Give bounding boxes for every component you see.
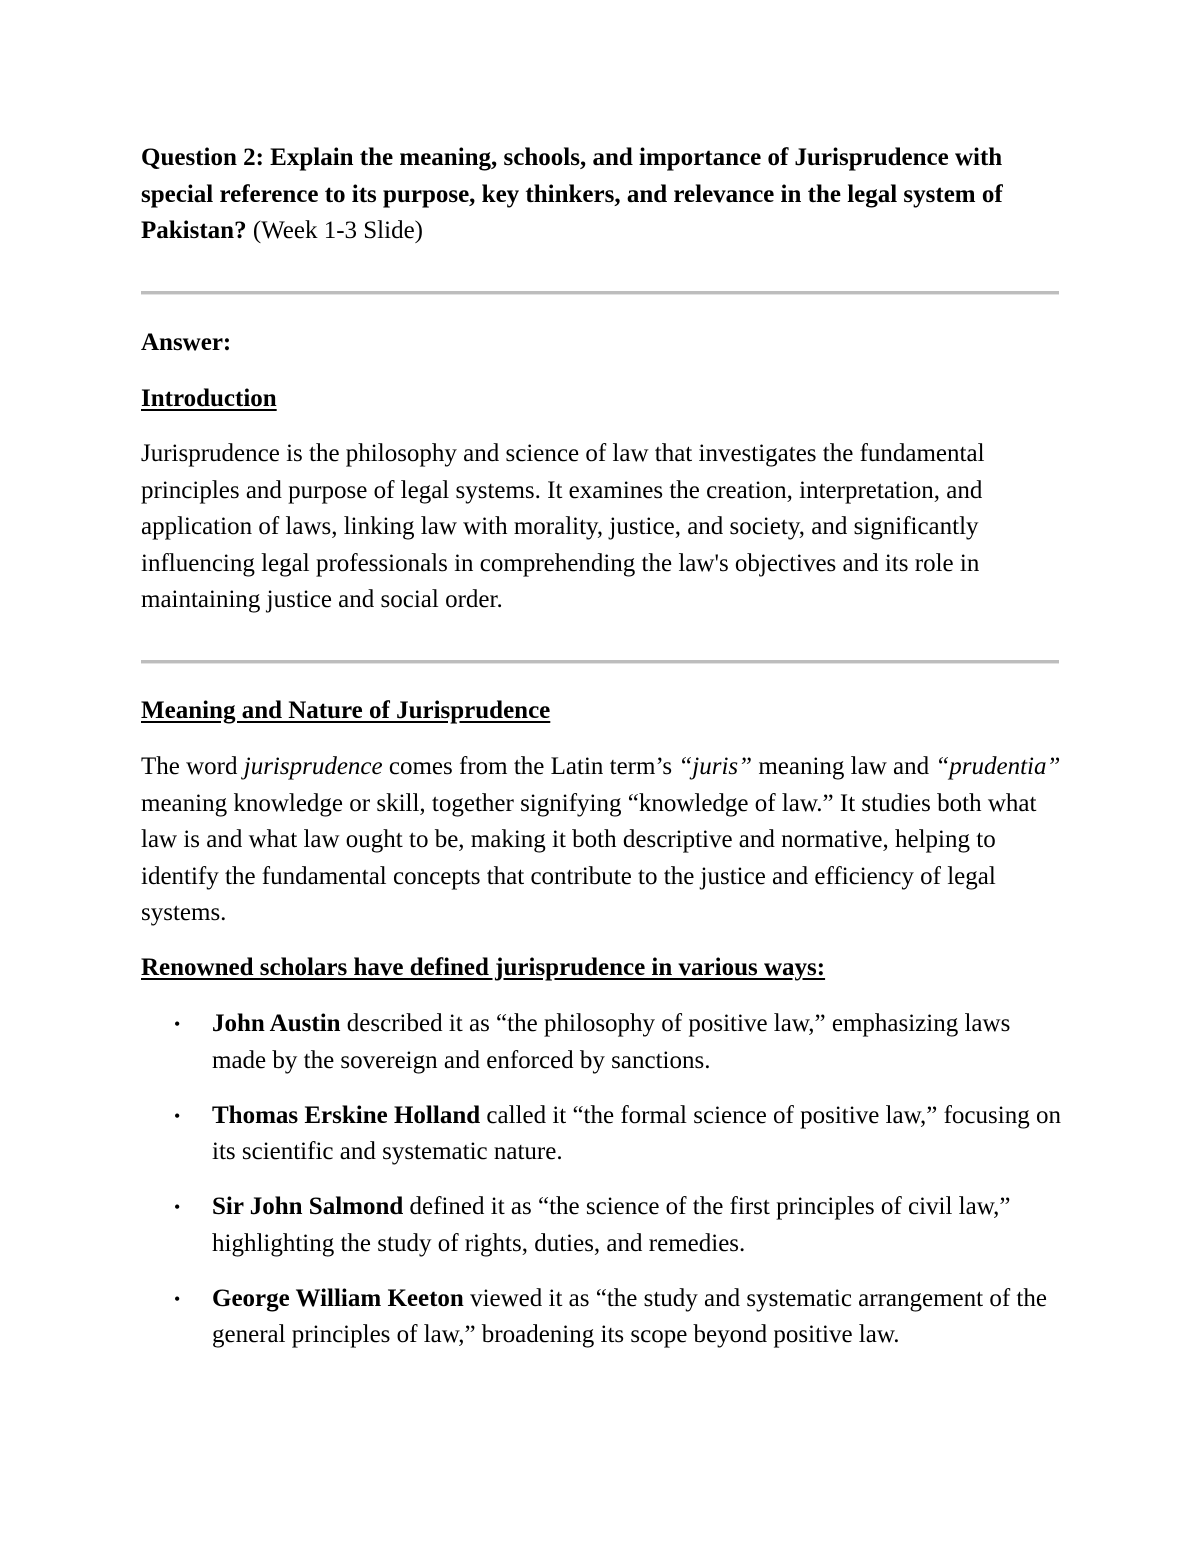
introduction-paragraph: Jurisprudence is the philosophy and science of law that investigates the fundamental principles and purpose of legal systems. It examines the creation, interpretation, and application of laws, linking law with morality, justice, and society, and significantly influencing legal professionals in comprehending the law's objectives and its role in maintaining justice and social order.: [141, 440, 985, 613]
meaning-text: meaning law and: [752, 753, 936, 780]
meaning-paragraph: [141, 749, 1061, 932]
question-paragraph: [141, 140, 1061, 250]
answer-label: Answer:: [141, 329, 232, 356]
scholar-definition: described it as “the philosophy of positive law,” emphasizing laws made by the sovereign and enforced by sanctions.: [212, 1010, 1011, 1074]
bullet-icon: •: [174, 1197, 181, 1217]
bullet-icon: •: [174, 1014, 181, 1034]
list-item: [141, 1189, 1061, 1262]
question-source: (Week 1-3 Slide): [246, 217, 423, 244]
term-juris: “juris”: [678, 753, 753, 780]
list-item: [141, 1281, 1061, 1354]
horizontal-divider: [141, 660, 1059, 664]
term-prudentia: “prudentia”: [935, 753, 1061, 780]
term-jurisprudence: jurisprudence: [243, 753, 383, 780]
scholar-name: John Austin: [212, 1010, 341, 1037]
bullet-icon: •: [174, 1288, 181, 1309]
scholar-definition: defined it as “the science of the first principles of civil law,” highlighting the study of rights, duties, and remedies.: [212, 1193, 1011, 1257]
scholar-name: Sir John Salmond: [212, 1193, 404, 1220]
scholar-name: George William Keeton: [212, 1284, 464, 1312]
meaning-text: comes from the Latin term’s: [382, 753, 679, 780]
scholar-definition: called it “the formal science of positive law,” focusing on its scientific and systematic nature.: [212, 1101, 1061, 1165]
meaning-heading: Meaning and Nature of Jurisprudence: [141, 697, 551, 724]
scholars-list: [141, 1006, 1061, 1372]
question-text: Question 2: Explain the meaning, schools, and importance of Jurisprudence with special reference to its purpose, key thinkers, and relevance in the legal system of Pakistan?: [141, 144, 1003, 244]
scholars-heading: Renowned scholars have defined jurisprudence in various ways:: [141, 954, 826, 981]
scholar-name: Thomas Erskine Holland: [212, 1101, 481, 1129]
list-item: [141, 1098, 1061, 1171]
list-item: [141, 1006, 1061, 1079]
meaning-text: The word: [141, 753, 244, 780]
introduction-heading: Introduction: [141, 385, 277, 412]
meaning-text: meaning knowledge or skill, together signifying “knowledge of law.” It studies both what law is and what law ought to be, making it both descriptive and normative, helping to identify the fundamental concepts that contribute to the justice and efficiency of legal systems.: [141, 789, 1037, 926]
scholar-definition: viewed it as “the study and systematic arrangement of the general principles of law,” broadening its scope beyond positive law.: [212, 1284, 1047, 1348]
horizontal-divider: [141, 291, 1059, 295]
bullet-icon: •: [174, 1105, 181, 1126]
